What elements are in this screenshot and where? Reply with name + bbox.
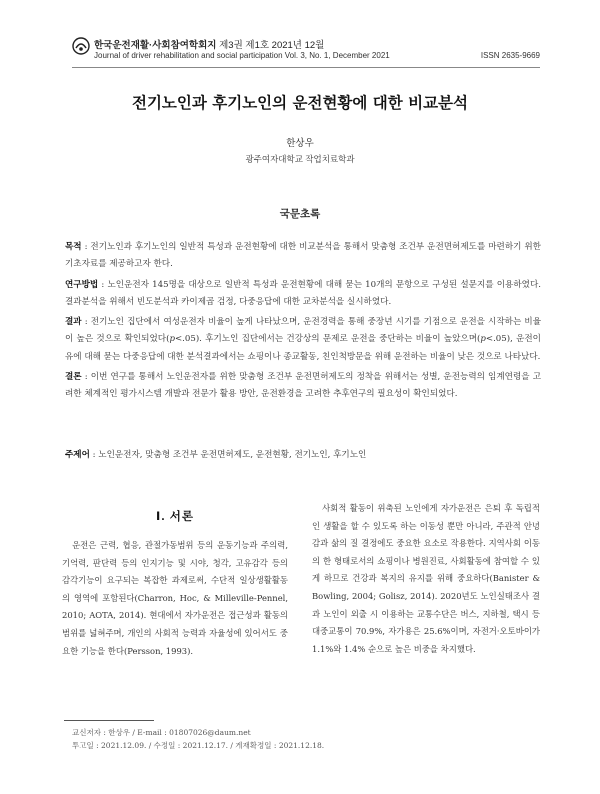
paper-title: 전기노인과 후기노인의 운전현황에 대한 비교분석 — [131, 93, 469, 112]
journal-name-en: Journal of driver rehabilitation and social participation Vol. 3, No. 1, December 2021 — [94, 51, 390, 60]
purpose-text: : 전기노인과 후기노인의 일반적 특성과 운전현황에 대한 비교분석을 통해서 맞춤형 조건부 운전면허제도를 마련하기 위한 기초자료를 제공하고자 한다. — [65, 242, 541, 270]
result-text-3: <.05), 운전이유에 대해 묻는 다중응답에 대한 분석결과에서는 쇼핑이나 종교활동, 친인척방문을 위해 운전하는 비율이 낮은 것으로 나타났다. — [65, 334, 541, 362]
journal-header — [72, 35, 540, 75]
section-heading-introduction: Ⅰ. 서론 — [156, 511, 194, 523]
right-column — [312, 500, 540, 658]
p-symbol-2: p — [480, 334, 486, 345]
abstract-purpose — [65, 238, 541, 274]
corresponding-author: 교신저자 : 한상우 / E-mail : 01807026@daum.net — [72, 728, 251, 737]
method-label: 연구방법 — [65, 278, 99, 289]
abstract — [65, 238, 541, 406]
footnote-rule — [64, 720, 154, 721]
author-affiliation: 광주여자대학교 작업치료학과 — [245, 154, 355, 164]
abstract-conclusion — [65, 368, 541, 404]
conclusion-text: : 이번 연구를 통해서 노인운전자를 위한 맞춤형 조건부 운전면허제도의 정착을 위해서는 성별, 운전능력의 임계연령을 고려한 체계적인 평가시스템 개발과 전문가 활용 방안, 운전환경을 고려한 추후연구의 필요성이 확인되었다. — [65, 372, 541, 400]
abstract-method — [65, 276, 541, 312]
journal-issue: 제3권 제1호 2021년 12월 — [219, 40, 325, 51]
result-label: 결과 — [65, 316, 82, 327]
abstract-result — [65, 313, 541, 366]
header-rule — [72, 67, 540, 68]
keywords-text: : 노인운전자, 맞춤형 조건부 운전면허제도, 운전현황, 전기노인, 후기노인 — [89, 450, 367, 460]
intro-paragraph-2: 사회적 활동이 위축된 노인에게 자가운전은 은퇴 후 독립적인 생활을 할 수 있도록 하는 이동성 뿐만 아니라, 주관적 안녕감과 삶의 질 결정에도 중요한 요소로 작용한다. 지역사회 이동의 한 형태로서의 쇼핑이나 병원진료, 사회활동에 참여할 수 있게 하므로 건강과 복지의 유지를 위해 중요하다(Banister & Bowling, 2004; Golisz, 2014). 2020년도 노인실태조사 결과 노인이 외출 시 이용하는 교통수단은 버스, 지하철, 택시 등 대중교통이 70.9%, 자가용은 25.6%이며, 자전거·오토바이가 1.1%와 1.4% 순으로 높은 비중을 차지했다. — [312, 503, 540, 654]
p-symbol-1: p — [169, 334, 175, 345]
journal-title-line — [94, 37, 324, 51]
result-text-2: <.05). 후기노인 집단에서는 건강상의 문제로 운전을 중단하는 비율이 높았으며( — [174, 334, 481, 345]
submission-dates: 투고일 : 2021.12.09. / 수정일 : 2021.12.17. / 게재확정일 : 2021.12.18. — [72, 741, 325, 750]
left-column — [62, 508, 288, 660]
purpose-label: 목적 — [65, 241, 82, 251]
issn: ISSN 2635-9669 — [480, 51, 540, 60]
conclusion-label: 결론 — [65, 371, 82, 382]
intro-paragraph-1: 운전은 근력, 협응, 관절가동범위 등의 운동기능과 주의력, 기억력, 판단력 등의 인지기능 및 시야, 청각, 고유감각 등의 감각기능이 요구되는 복잡한 과제로써, 수단적 일상생활활동의 영역에 포함된다(Charron, Hoc, & Milleville-Pennel, 2010; AOTA, 2014). 현대에서 자가운전은 접근성과 활동의 범위를 넓혀주며, 개인의 사회적 능력과 자율성에 있어서도 중요한 기능을 한다(Persson, 1993). — [62, 540, 288, 656]
keywords-label: 주제어 — [65, 449, 90, 459]
result-text-1: : 전기노인 집단에서 여성운전자 비율이 높게 나타났으며, 운전경력을 통해 중장년 시기를 기점으로 운전을 시작하는 비율이 높은 것으로 확인되었다( — [65, 317, 541, 345]
journal-name-kr: 한국운전재활·사회참여학회지 — [94, 40, 217, 51]
author-name: 한상우 — [286, 138, 314, 149]
method-text: : 노인운전자 145명을 대상으로 일반적 특성과 운전현황에 대해 묻는 10개의 문항으로 구성된 설문지를 이용하였다. 결과분석을 위해서 빈도분석과 카이제곱 검정, 다중응답에 대한 교차분석을 실시하였다. — [65, 279, 541, 307]
journal-logo-icon — [72, 37, 90, 55]
keywords — [65, 448, 541, 460]
abstract-heading: 국문초록 — [279, 208, 321, 220]
